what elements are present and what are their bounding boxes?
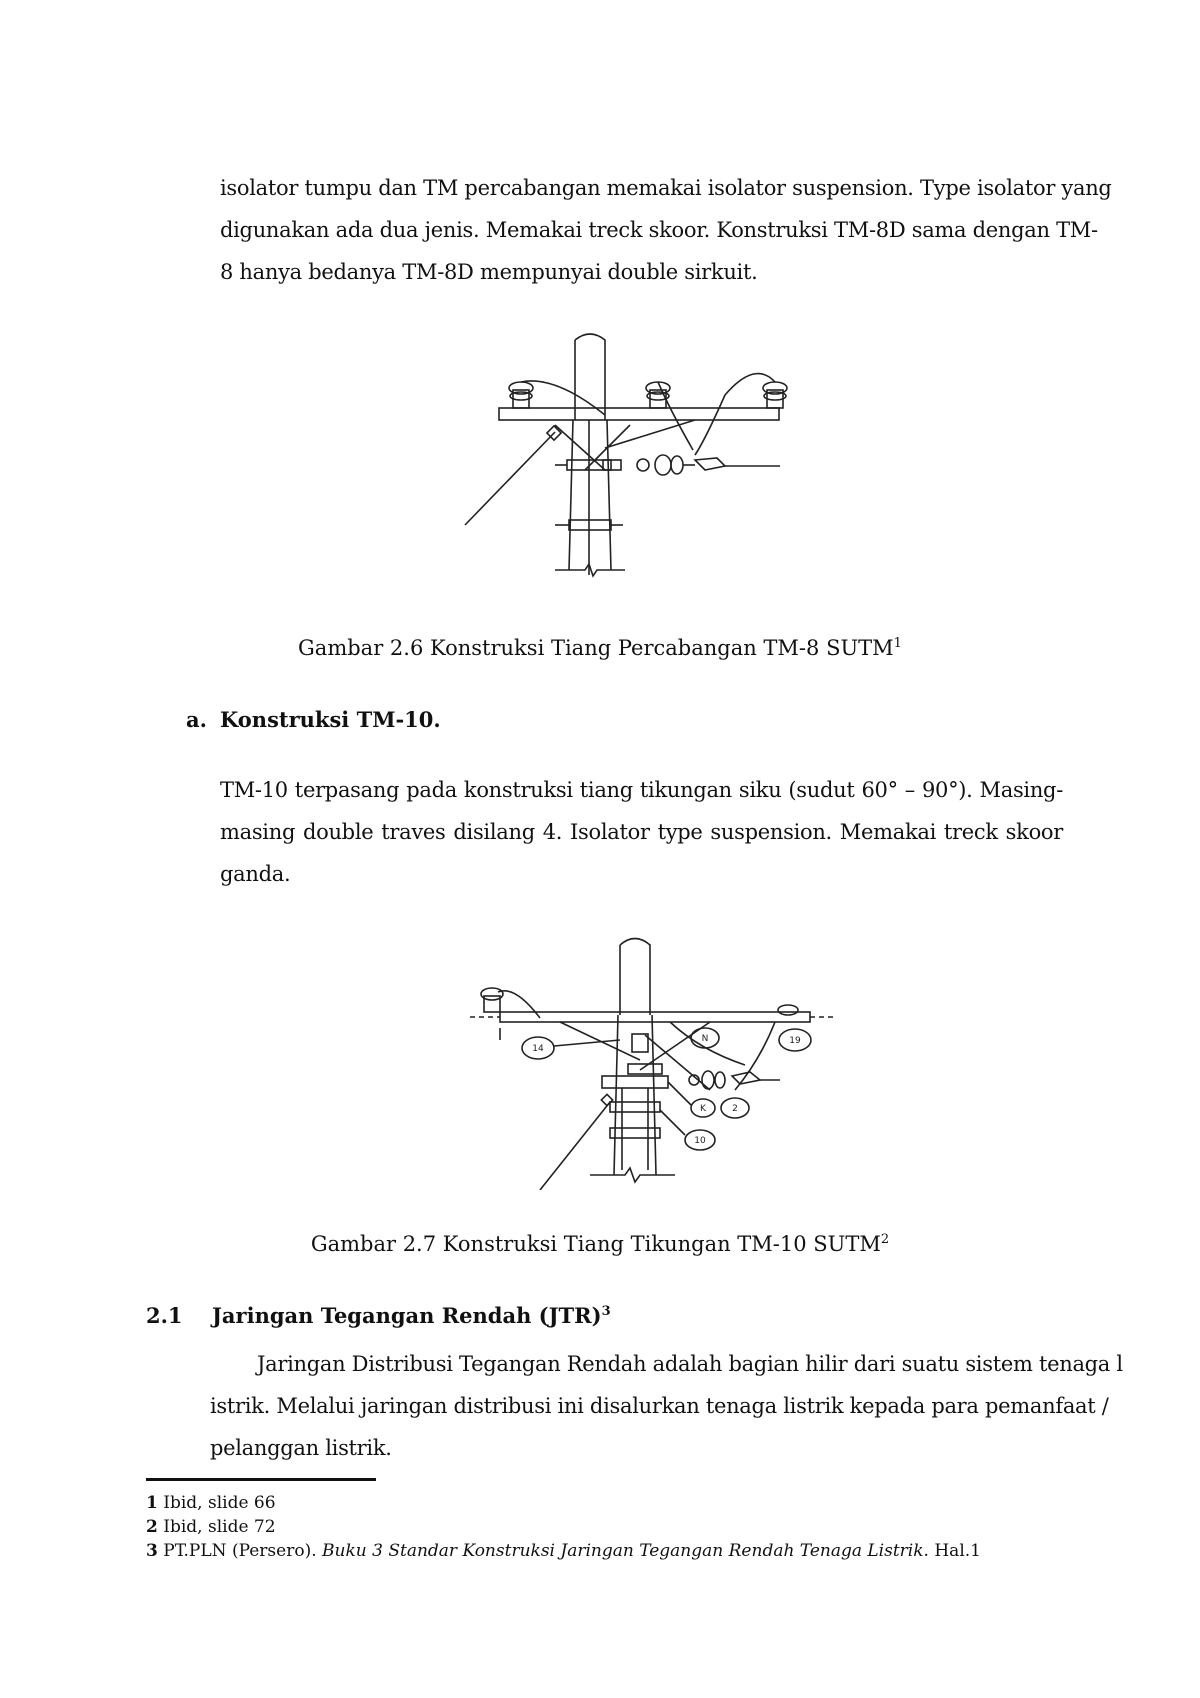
footnote-separator: [146, 1478, 376, 1481]
intro-line-1: isolator tumpu dan TM percabangan memakai isolator suspension. Type isolator yang: [220, 176, 1112, 200]
figure2-footnote-ref: 2: [880, 1232, 890, 1247]
insulator-icon: [509, 382, 533, 408]
intro-line-2: digunakan ada dua jenis. Memakai treck skoor. Konstruksi TM-8D sama dengan TM-: [220, 218, 1098, 242]
intro-line-3: 8 hanya bedanya TM-8D mempunyai double sirkuit.: [220, 260, 758, 284]
footnote-2-number: 2: [146, 1517, 158, 1537]
section-a-line-3: ganda.: [220, 862, 291, 886]
figure2-caption: [0, 1232, 1200, 1256]
footnote-3-number: 3: [146, 1541, 158, 1561]
figure1-caption: [0, 636, 1200, 660]
footnote-2: [146, 1516, 276, 1539]
footnote-2-text: Ibid, slide 72: [163, 1517, 276, 1537]
callout-2: 2: [732, 1104, 738, 1114]
callout-n: N: [701, 1034, 709, 1044]
section-21-line-2: istrik. Melalui jaringan distribusi ini disalurkan tenaga listrik kepada para pemanfaat /: [210, 1394, 1109, 1418]
footnote-3-pre: PT.PLN (Persero).: [163, 1541, 323, 1561]
figure2-caption-text: Gambar 2.7 Konstruksi Tiang Tikungan TM-10 SUTM: [310, 1232, 881, 1256]
footnote-1-text: Ibid, slide 66: [163, 1493, 276, 1513]
callout-14: 14: [532, 1044, 544, 1054]
figure1-caption-text: Gambar 2.6 Konstruksi Tiang Percabangan TM-8 SUTM: [298, 636, 894, 660]
footnote-1-number: 1: [146, 1493, 158, 1513]
figure-tm10-drawing: [470, 930, 840, 1190]
section-21-footnote-ref: 3: [601, 1304, 611, 1319]
section-21-line-1: Jaringan Distribusi Tegangan Rendah adalah bagian hilir dari suatu sistem tenaga l: [257, 1352, 1123, 1376]
callout-19: 19: [789, 1036, 801, 1046]
footnote-3-post: . Hal.1: [923, 1541, 981, 1561]
section-21-number: 2.1: [146, 1303, 183, 1328]
section-21-line-3: pelanggan listrik.: [210, 1436, 392, 1460]
section-a-marker: a.: [186, 707, 207, 732]
footnote-3: [146, 1540, 981, 1563]
section-21-title: Jaringan Tegangan Rendah (JTR): [212, 1303, 602, 1328]
section-21-title-wrap: [212, 1303, 611, 1328]
footnote-1: [146, 1492, 276, 1515]
section-a-line-2: masing double traves disilang 4. Isolator type suspension. Memakai treck skoor: [220, 820, 1063, 844]
figure-tm8-drawing: [455, 320, 805, 590]
section-a-title: Konstruksi TM-10.: [220, 707, 441, 732]
figure1-footnote-ref: 1: [893, 636, 902, 651]
footnote-3-title: Buku 3 Standar Konstruksi Jaringan Tegangan Rendah Tenaga Listrik: [322, 1541, 924, 1561]
section-a-line-1: TM-10 terpasang pada konstruksi tiang tikungan siku (sudut 60° – 90°). Masing-: [220, 778, 1063, 802]
callout-k: K: [700, 1104, 706, 1114]
callout-10: 10: [694, 1136, 706, 1146]
